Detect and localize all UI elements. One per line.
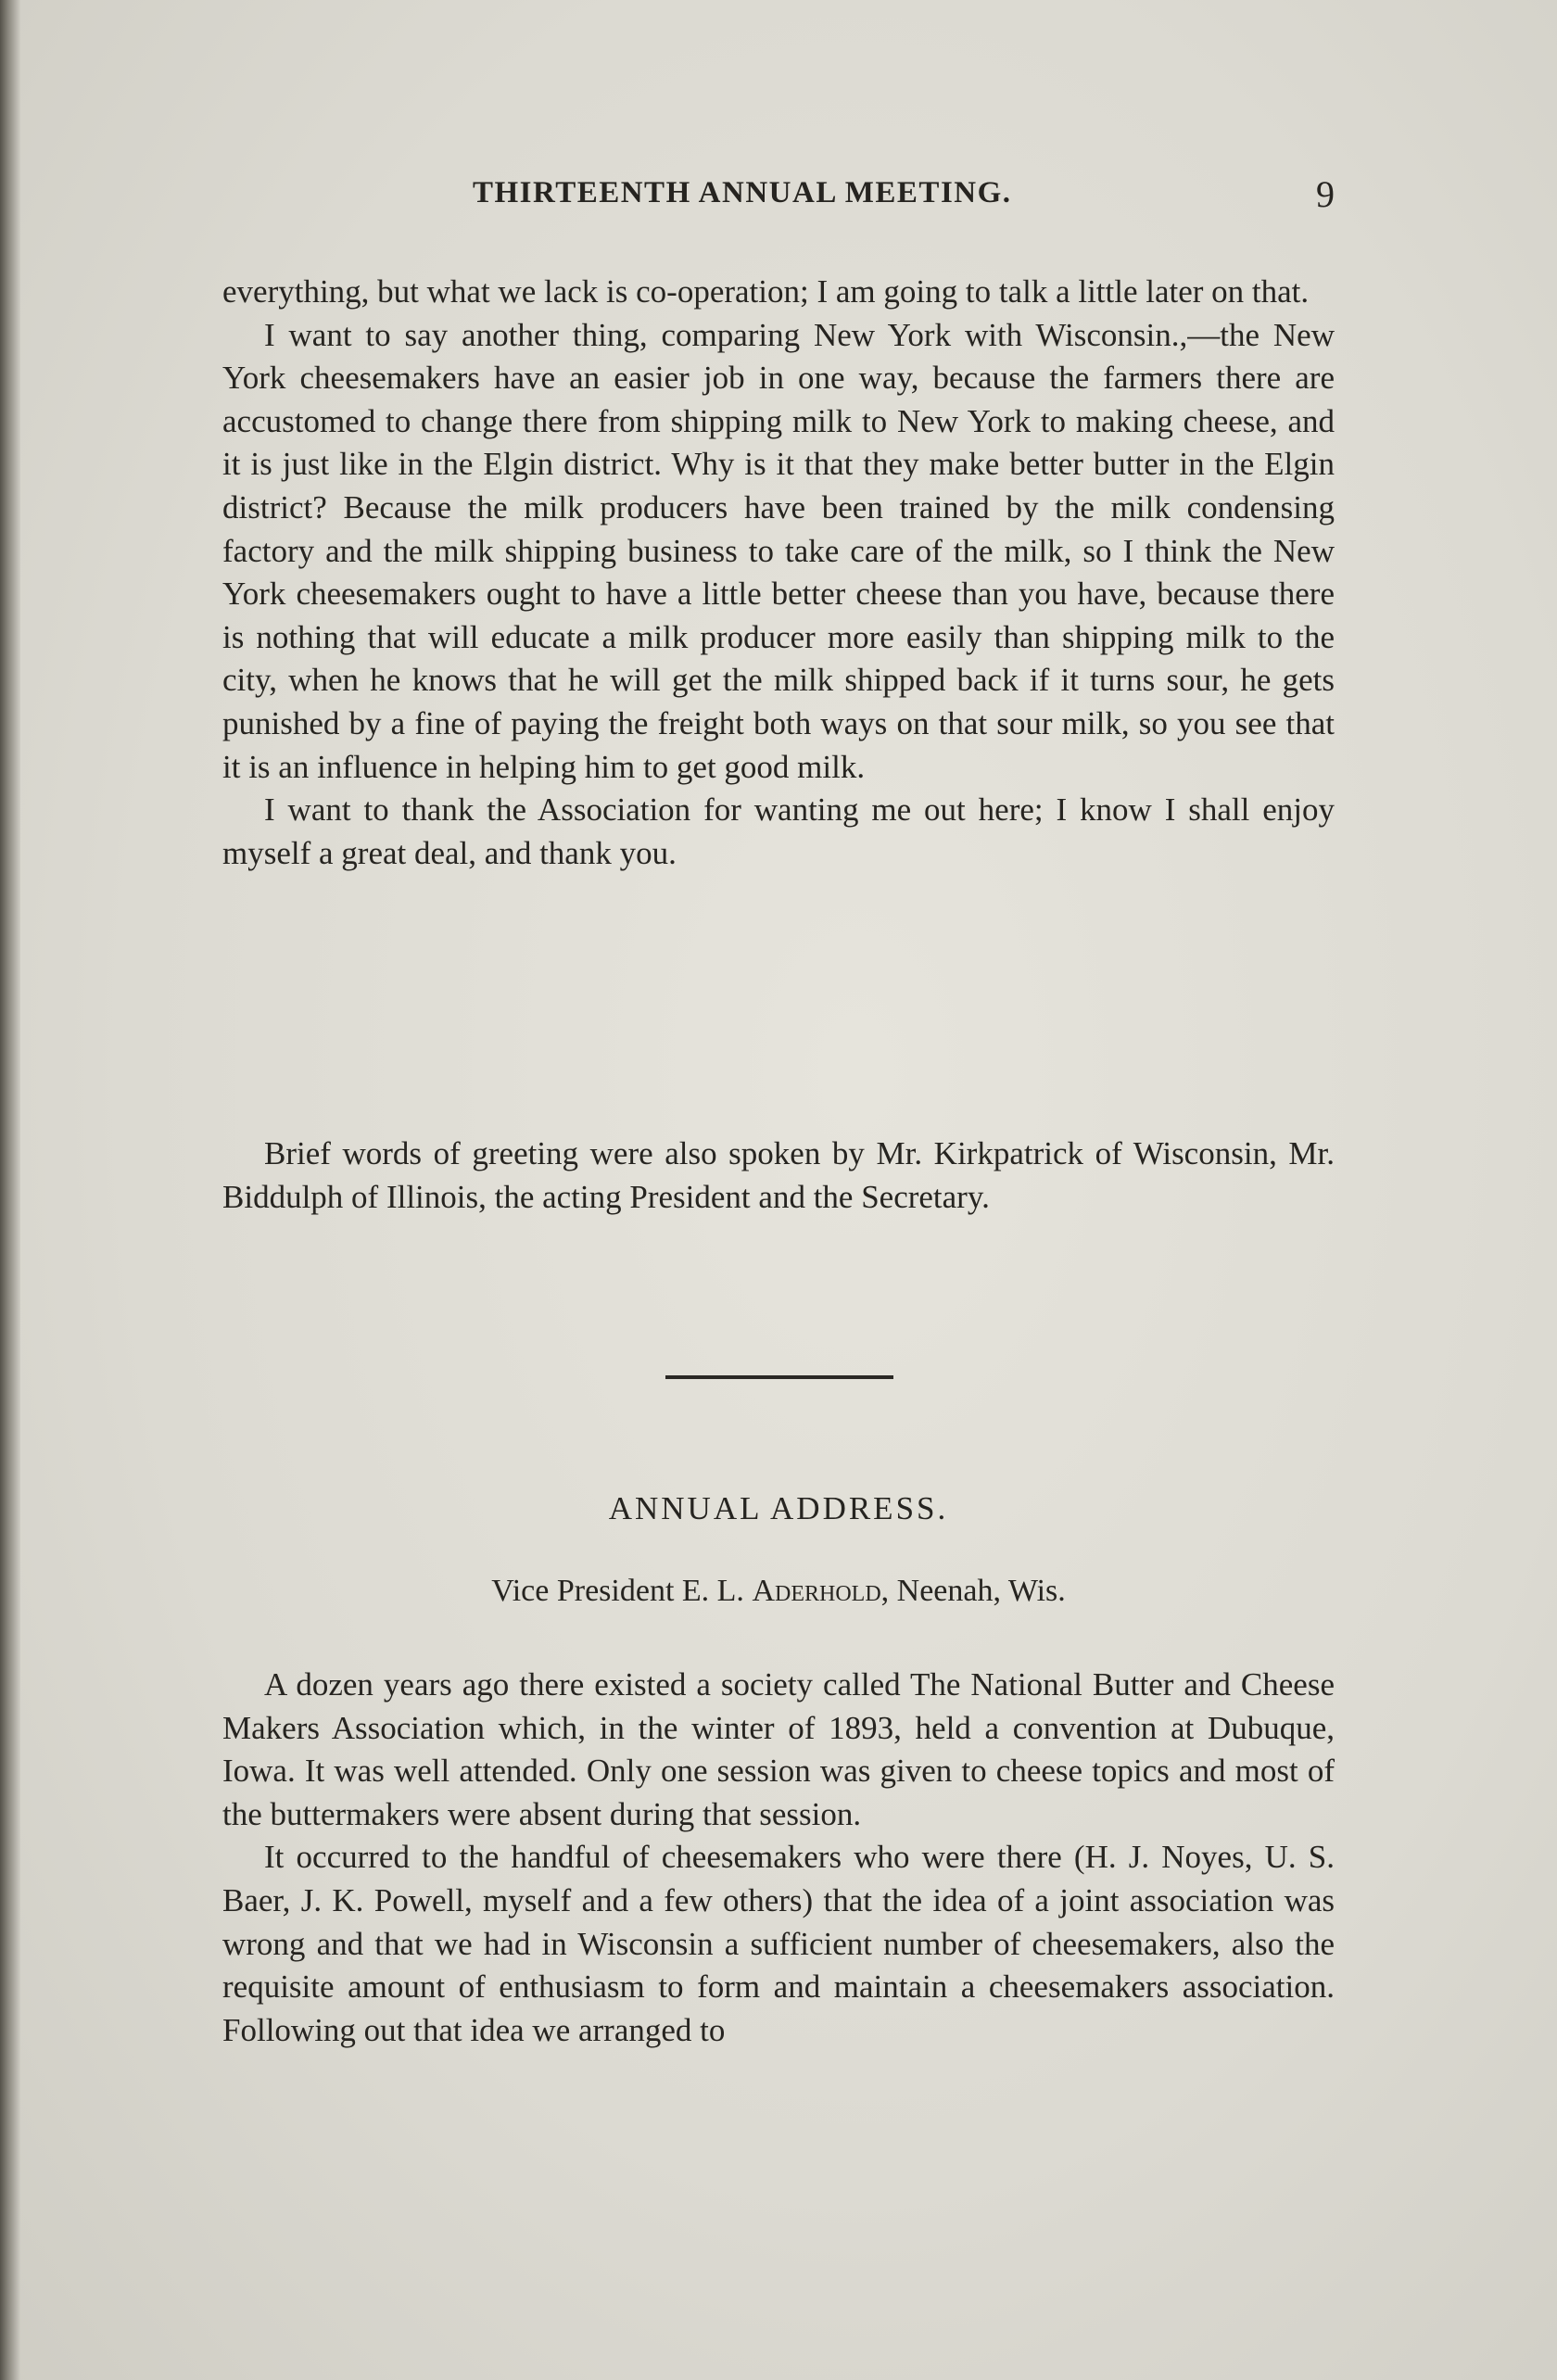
continued-speech: [222, 271, 1335, 875]
running-head: [222, 173, 1335, 222]
byline-prefix: Vice President E. L.: [491, 1574, 744, 1608]
greetings-note: [222, 1133, 1335, 1219]
section-heading: ANNUAL ADDRESS.: [608, 1490, 949, 1526]
byline-suffix: , Neenah, Wis.: [880, 1574, 1066, 1608]
byline-name: Aderhold: [752, 1574, 881, 1608]
byline: [222, 1574, 1335, 1609]
paragraph: everything, but what we lack is co-operation; I am going to talk a little later on that.: [222, 273, 1310, 310]
paragraph: A dozen years ago there existed a society called The National Butter and Cheese Makers Association which, in the winter of 1893, held a convention at Dubuque, Iowa. It was well attended. Only one session was given to cheese topics and most of the buttermakers were absent during that session.: [222, 1666, 1335, 1832]
section-divider: [665, 1375, 893, 1379]
paragraph: I want to thank the Association for wanting me out here; I know I shall enjoy myself a great deal, and thank you.: [222, 791, 1335, 871]
paragraph: It occurred to the handful of cheesemakers who were there (H. J. Noyes, U. S. Baer, J. K. Powell, myself and a few others) that the idea of a joint association was wrong and that we had in Wisconsin a sufficient number of cheesemakers, also the requisite amount of enthusiasm to form and maintain a cheesemakers association. Following out that idea we arranged to: [222, 1839, 1335, 2048]
page-number: 9: [1316, 173, 1335, 215]
paragraph: I want to say another thing, comparing New York with Wisconsin.,—the New York cheesemakers have an easier job in one way, because the farmers there are accustomed to change there from shipping milk to New York to making cheese, and it is just like in the Elgin district. Why is it that they make better butter in the Elgin district? Because the milk producers have been trained by the milk condensing factory and the milk shipping business to take care of the milk, so I think the New York cheesemakers ought to have a little better cheese than you have, because there is nothing that will educate a milk producer more easily than shipping milk to the city, when he knows that he will get the milk shipped back if it turns sour, he gets punished by a fine of paying the freight both ways on that sour milk, so you see that it is an influence in helping him to get good milk.: [222, 316, 1335, 785]
book-spine-shadow: [0, 0, 20, 2380]
running-title: THIRTEENTH ANNUAL MEETING.: [473, 176, 1012, 209]
paragraph: Brief words of greeting were also spoken by Mr. Kirkpatrick of Wisconsin, Mr. Biddulph of Illinois, the acting President and the Secretary.: [222, 1135, 1335, 1215]
annual-address-body: [222, 1664, 1335, 2052]
